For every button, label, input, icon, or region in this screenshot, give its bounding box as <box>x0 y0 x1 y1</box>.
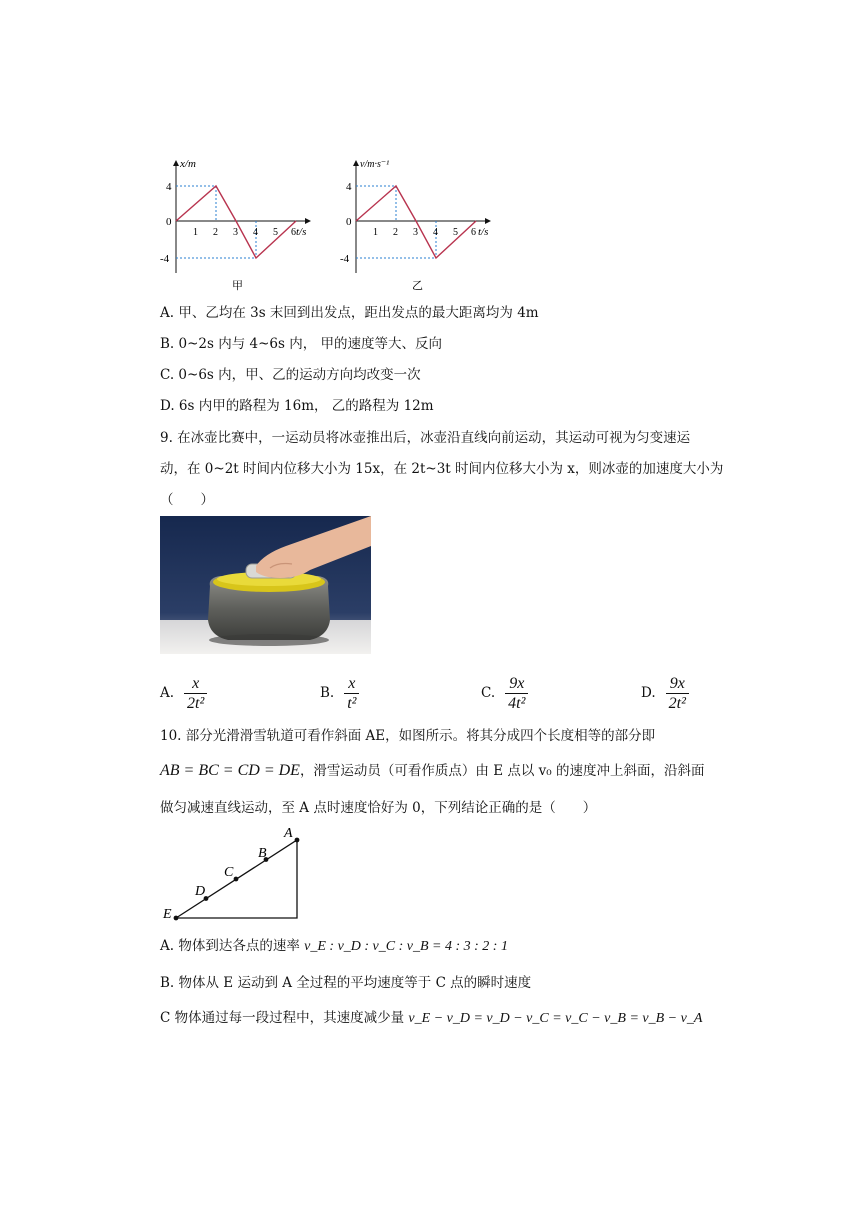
graph-yi-xtick: 5 <box>453 227 458 238</box>
q9-option-a-label: A. <box>160 685 175 701</box>
q9-option-b-denominator: t² <box>347 694 357 712</box>
q10-text-line2 <box>160 762 705 780</box>
graph-yi-xtick: 2 <box>393 227 398 238</box>
graph-jia-line <box>176 186 296 258</box>
q9-text-line2: 动，在 0~2t 时间内位移大小为 15x，在 2t~3t 时间内位移大小为 x，则冰壶的加速度大小为 <box>160 461 724 477</box>
graph-yi-line <box>356 186 476 258</box>
q9-text-line1: 9. 在冰壶比赛中，一运动员将冰壶推出后，冰壶沿直线向前运动，其运动可视为匀变速运 <box>160 430 691 446</box>
graph-jia <box>160 155 320 295</box>
q9-option-d-fraction <box>666 674 689 713</box>
q10-option-a-ratio: v_E : v_D : v_C : v_B = 4 : 3 : 2 : 1 <box>304 939 508 954</box>
q9-option-d-label: D. <box>641 685 656 701</box>
q9-option-b-numerator: x <box>344 674 359 694</box>
incline-label-e: E <box>163 907 172 922</box>
q9-option-a-fraction <box>184 674 207 713</box>
graph-yi-xtick: 4 <box>433 227 438 238</box>
q8-option-b: B. 0~2s 内与 4~6s 内， 甲的速度等大、反向 <box>160 336 443 352</box>
graph-jia-xtick: 5 <box>273 227 278 238</box>
graph-jia-ylabel: x/m <box>180 158 196 170</box>
q9-option-b-label: B. <box>320 685 335 701</box>
q10-option-c-text: C 物体通过每一段过程中，其速度减少量 <box>160 1010 405 1026</box>
graph-jia-ytick: 0 <box>166 216 172 228</box>
q9-option-d-numerator: 9x <box>666 674 689 694</box>
q9-option-b-fraction <box>344 674 359 713</box>
graph-yi-ytick: -4 <box>340 253 350 265</box>
graph-yi-ylabel: v/m·s⁻¹ <box>360 159 390 170</box>
q9-option-c-numerator: 9x <box>505 674 528 694</box>
graph-yi-xlabel: t/s <box>478 226 489 238</box>
graph-yi-xtick: 1 <box>373 227 378 238</box>
q10-option-b: B. 物体从 E 运动到 A 全过程的平均速度等于 C 点的瞬时速度 <box>160 975 532 991</box>
q10-equal-segments: AB = BC = CD = DE <box>160 762 300 779</box>
q9-option-a <box>160 671 207 715</box>
graph-jia-xtick: 6 <box>291 227 296 238</box>
incline-label-a: A <box>284 826 293 841</box>
q9-option-d <box>641 671 689 715</box>
q9-text-line3: （ ） <box>160 492 214 508</box>
q10-option-a <box>160 937 508 956</box>
incline-label-b: B <box>258 846 267 861</box>
graph-yi-xtick: 3 <box>413 227 418 238</box>
graph-jia-xtick: 3 <box>233 227 238 238</box>
q10-text-line2-rest: ，滑雪运动员（可看作质点）由 E 点以 v₀ 的速度冲上斜面，沿斜面 <box>299 763 705 779</box>
incline-label-c: C <box>224 865 234 880</box>
q10-text-line1: 10. 部分光滑滑雪轨道可看作斜面 AE，如图所示。将其分成四个长度相等的部分即 <box>160 728 656 744</box>
q9-option-b <box>320 671 359 715</box>
q9-option-c-fraction <box>505 674 528 713</box>
graph-jia-caption: 甲 <box>232 280 243 292</box>
q8-option-d: D. 6s 内甲的路程为 16m， 乙的路程为 12m <box>160 398 434 414</box>
q9-option-a-numerator: x <box>184 674 207 694</box>
graph-jia-xtick: 4 <box>253 227 258 238</box>
q8-option-c: C. 0~6s 内，甲、乙的运动方向均改变一次 <box>160 367 421 383</box>
q10-option-c-differences: v_E − v_D = v_D − v_C = v_C − v_B = v_B − v_A <box>408 1011 703 1026</box>
graph-yi-ytick: 0 <box>346 216 352 228</box>
q9-option-c-label: C. <box>481 685 496 701</box>
graph-jia-xtick: 2 <box>213 227 218 238</box>
q10-option-a-text: A. 物体到达各点的速率 <box>160 938 300 954</box>
graph-yi-ytick: 4 <box>346 181 352 193</box>
graph-yi <box>338 155 503 295</box>
graph-yi-xtick: 6 <box>471 227 476 238</box>
graph-yi-caption: 乙 <box>412 280 423 292</box>
graph-jia-xtick: 1 <box>193 227 198 238</box>
q9-option-a-denominator: 2t² <box>187 694 205 712</box>
incline-label-d: D <box>195 884 206 899</box>
q9-option-c <box>481 671 528 715</box>
graph-jia-ytick: -4 <box>160 253 170 265</box>
incline-diagram <box>160 822 310 922</box>
curling-stone-photo <box>160 516 371 654</box>
q9-option-d-denominator: 2t² <box>668 694 686 712</box>
q10-text-line3: 做匀减速直线运动，至 A 点时速度恰好为 0，下列结论正确的是（ ） <box>160 800 597 816</box>
q10-option-c <box>160 1009 702 1028</box>
q8-option-a: A. 甲、乙均在 3s 末回到出发点，距出发点的最大距离均为 4m <box>160 305 539 321</box>
q9-option-c-denominator: 4t² <box>508 694 526 712</box>
graph-jia-ytick: 4 <box>166 181 172 193</box>
graph-jia-xlabel: t/s <box>296 226 307 238</box>
